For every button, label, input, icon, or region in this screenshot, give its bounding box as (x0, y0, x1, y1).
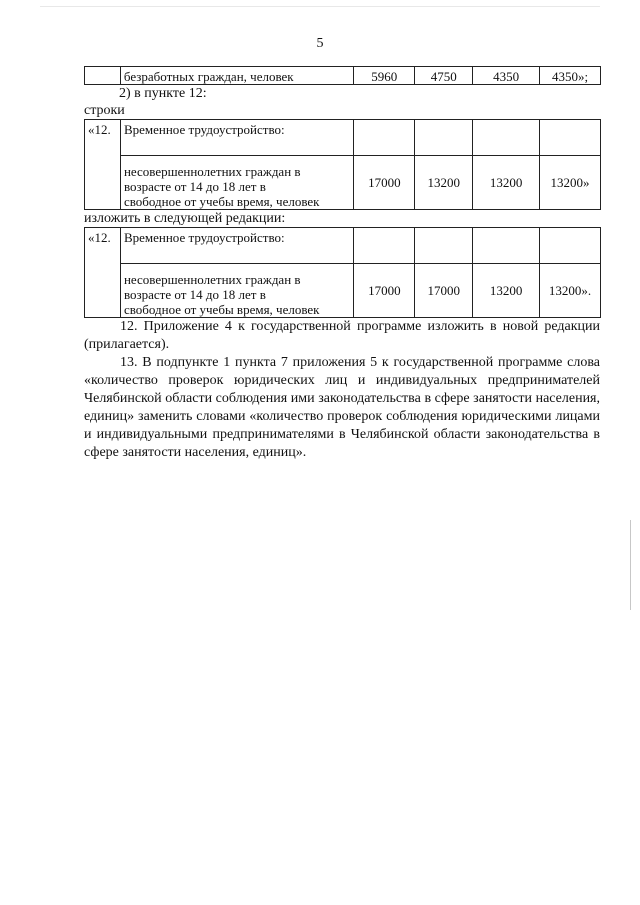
paragraph-12 (84, 318, 600, 354)
cell-row-number: «12. (85, 120, 121, 210)
cell-title: Временное трудоустройство: (120, 120, 353, 156)
paragraph-12-text: 12. Приложение 4 к государственной программе изложить в новой редакции (прилагается). (84, 319, 600, 352)
edit-instruction: изложить в следующей редакции: (84, 211, 286, 226)
cell-value: 5960 (354, 67, 415, 85)
cell-value: 13200 (473, 264, 540, 318)
cell-indicator (120, 156, 353, 210)
label-line: несовершеннолетних граждан в (123, 164, 301, 179)
cell-value: 13200 (473, 156, 540, 210)
cell-value: 13200». (540, 264, 601, 318)
cell-value: 13200» (540, 156, 601, 210)
label-line: свободное от учебы время, человек (123, 194, 320, 209)
cell-value: 13200 (415, 156, 473, 210)
table-unemployed (84, 66, 601, 85)
cell-indicator (120, 264, 353, 318)
cell-value: 17000 (354, 156, 415, 210)
cell-value: 17000 (415, 264, 473, 318)
scan-artifact-top (40, 6, 600, 7)
cell-value: 4750 (415, 67, 473, 85)
paragraph-13 (84, 354, 600, 462)
cell-number (85, 67, 121, 85)
cell-value: 4350»; (540, 67, 601, 85)
cell-value: 4350 (473, 67, 540, 85)
label-line: возрасте от 14 до 18 лет в (123, 179, 266, 194)
rows-word: строки (84, 103, 125, 118)
table-new-row-12 (84, 227, 601, 318)
label-line: несовершеннолетних граждан в (123, 272, 301, 287)
cell-title: Временное трудоустройство: (120, 228, 353, 264)
paragraph-13-text: 13. В подпункте 1 пункта 7 приложения 5 к государственной программе слова «количество проверок юридических лиц и индивидуальных предпринимателей Челябинской области соблюдения ими законодательства в сфере занятости населения, единиц» заменить словами «количество проверок соблюдения юридическими лицами и индивидуальными предпринимателями в Челябинской области законодательства в сфере занятости населения, единиц». (84, 355, 600, 460)
cell-value: 17000 (354, 264, 415, 318)
label-line: свободное от учебы время, человек (123, 302, 320, 317)
item-2-heading: 2) в пункте 12: (119, 86, 207, 101)
page-number: 5 (316, 36, 324, 51)
scan-artifact-right (630, 520, 631, 610)
cell-indicator: безработных граждан, человек (120, 67, 353, 85)
cell-row-number: «12. (85, 228, 121, 318)
label-line: возрасте от 14 до 18 лет в (123, 287, 266, 302)
table-old-row-12 (84, 119, 601, 210)
